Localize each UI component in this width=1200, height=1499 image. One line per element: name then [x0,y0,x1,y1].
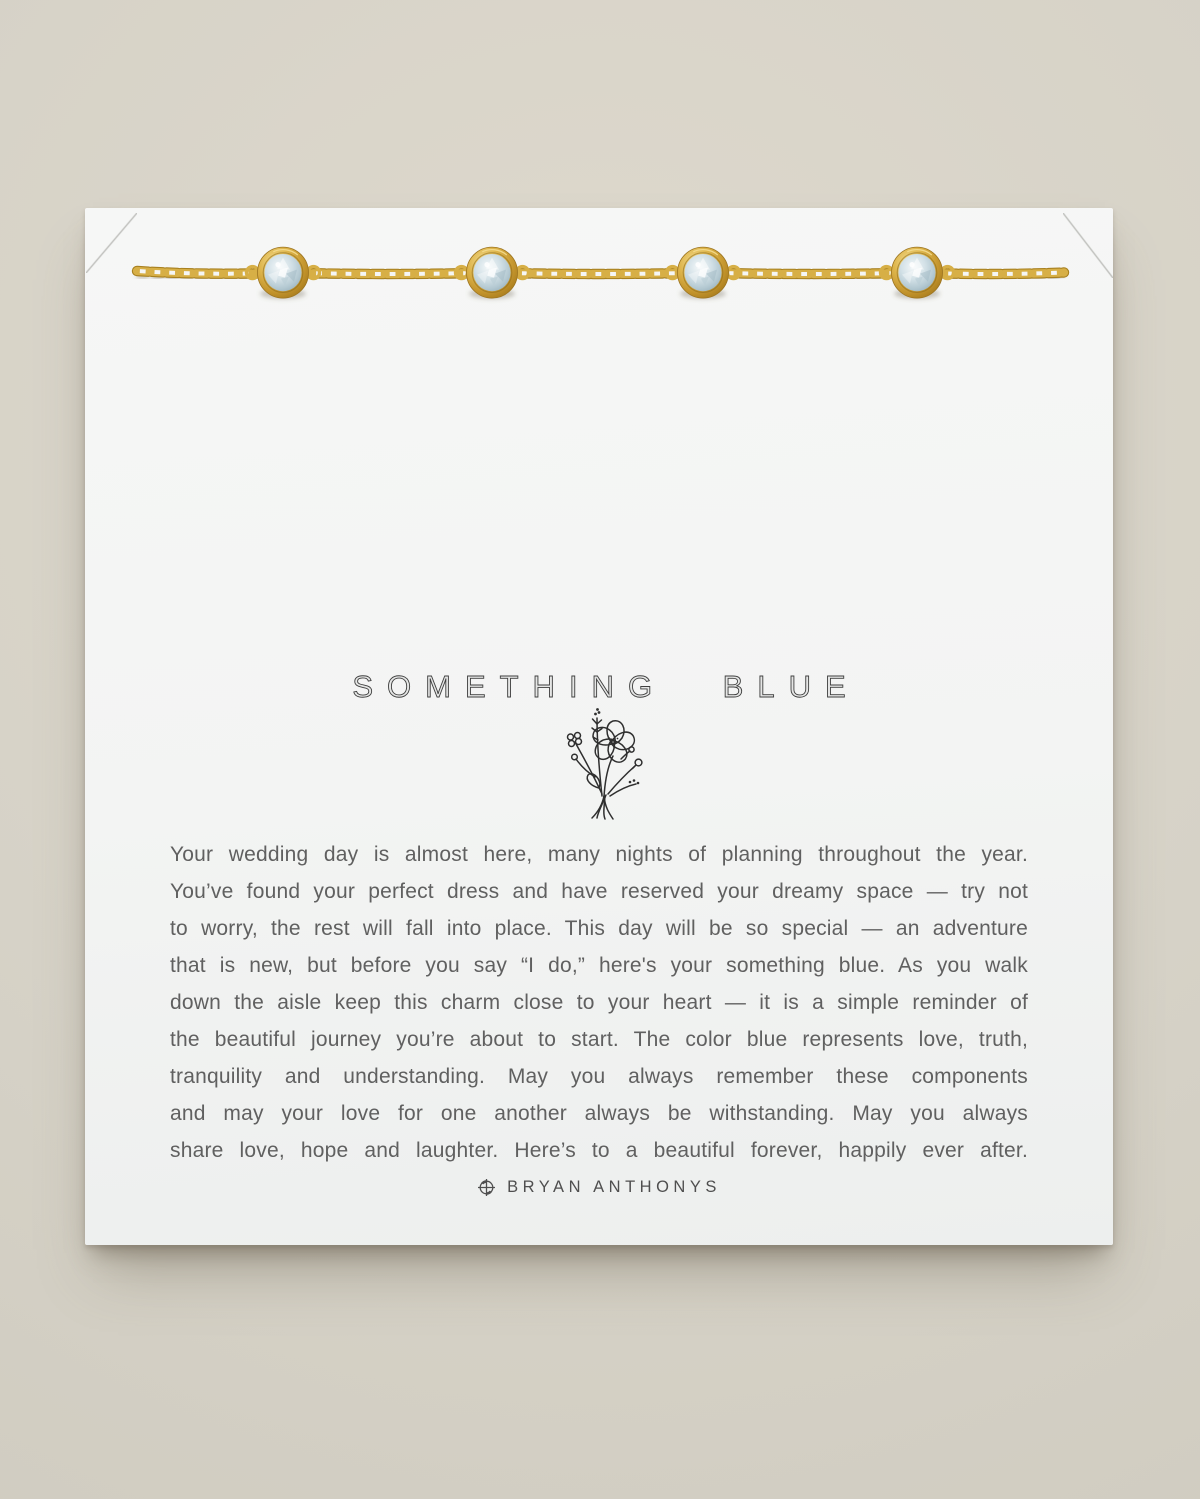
brand-logo [85,1178,1113,1197]
crystal-charm [247,242,320,303]
crystal-charm [456,242,529,303]
description-line: to worry, the rest will fall into place. This day will be so special — an adventure [170,917,1028,940]
description-line: You’ve found your perfect dress and have reserved your dreamy space — try not [170,880,1028,903]
necklace-chain [0,210,1200,340]
description-line: share love, hope and laughter. Here’s to a beautiful forever, happily ever after. [170,1139,1028,1162]
product-title: SOMETHING BLUE [352,669,860,704]
description-line: the beautiful journey you’re about to start. The color blue represents love, truth, [170,1028,1028,1051]
jewelry-display-card [85,208,1113,1245]
description-line: tranquility and understanding. May you always remember these components [170,1065,1028,1088]
crystal-charm [881,242,954,303]
description-line: that is new, but before you say “I do,” here's your something blue. As you walk [170,954,1028,977]
brand-monogram-icon [477,1178,496,1197]
flower-bouquet-illustration [552,706,658,820]
crystal-charm [667,242,740,303]
description-line: down the aisle keep this charm close to your heart — it is a simple reminder of [170,991,1028,1014]
description-line: and may your love for one another always be withstanding. May you always [170,1102,1028,1125]
brand-name: BRYAN ANTHONYS [507,1178,721,1196]
description-line: Your wedding day is almost here, many nights of planning throughout the year. [170,843,1028,866]
product-description [170,836,1028,1169]
